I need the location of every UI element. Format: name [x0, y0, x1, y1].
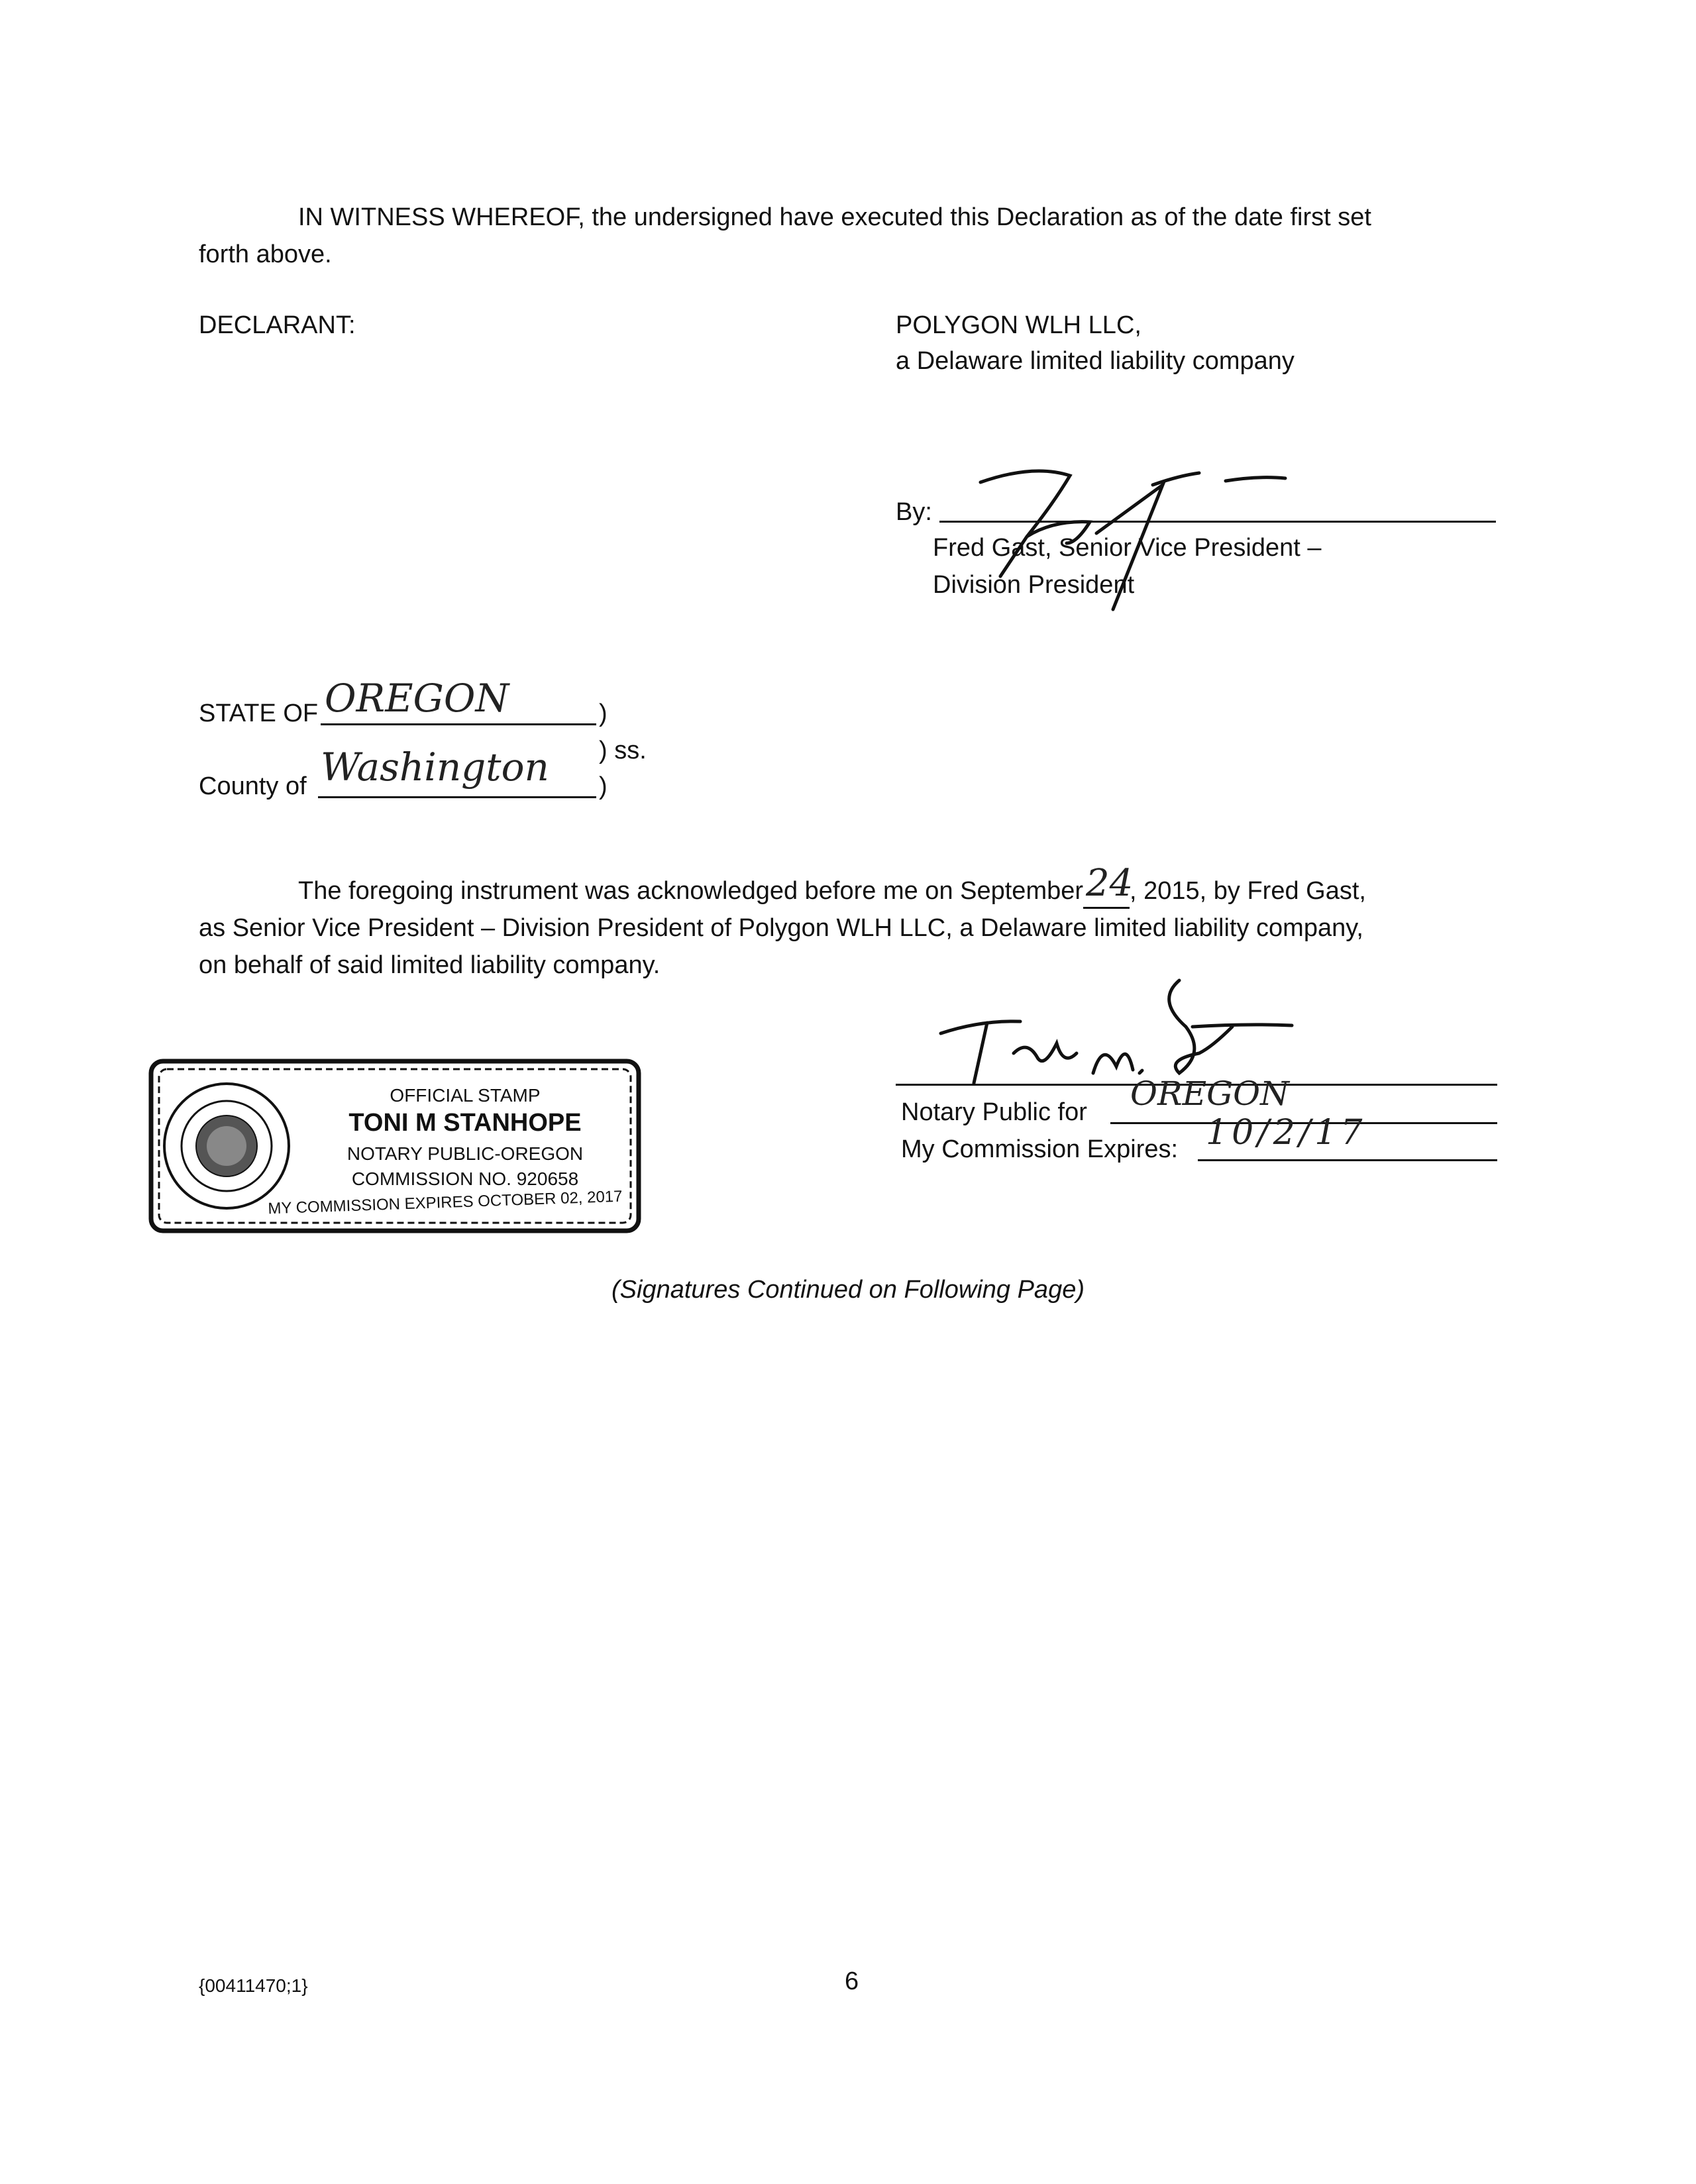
stamp-heading: OFFICIAL STAMP	[390, 1085, 541, 1106]
state-label: STATE OF	[199, 700, 319, 727]
witness-line-2: forth above.	[199, 240, 332, 268]
witness-paragraph	[199, 199, 1524, 273]
by-label: By:	[896, 498, 932, 526]
signer-line-2: Division President	[933, 571, 1135, 599]
ack-line-3: on behalf of said limited liability company.	[199, 951, 661, 979]
state-line	[321, 723, 596, 725]
county-handwritten: Washington	[321, 745, 549, 790]
state-paren: )	[599, 700, 608, 727]
witness-line-1: IN WITNESS WHEREOF, the undersigned have executed this Declaration as of the date first set	[298, 203, 1371, 231]
stamp-name: TONI M STANHOPE	[348, 1109, 582, 1137]
ss-label: ) ss.	[599, 737, 647, 764]
signer-line-1: Fred Gast, Senior Vice President –	[933, 534, 1322, 562]
stamp-commission: COMMISSION NO. 920658	[351, 1169, 579, 1189]
stamp-expires: MY COMMISSION EXPIRES OCTOBER 02, 2017	[268, 1187, 623, 1218]
company-description: a Delaware limited liability company	[896, 347, 1295, 375]
commission-expires-label: My Commission Expires:	[901, 1135, 1179, 1163]
notary-public-for-handwritten: OREGON	[1130, 1074, 1289, 1113]
commission-expires-line	[1198, 1159, 1497, 1161]
ack-day-handwritten: 24	[1086, 862, 1134, 905]
doc-id: {00411470;1}	[199, 1975, 308, 1996]
county-label: County of	[199, 772, 307, 800]
company-name: POLYGON WLH LLC,	[896, 311, 1141, 339]
official-stamp	[147, 1057, 643, 1235]
commission-expires-handwritten: 10/2/17	[1206, 1113, 1367, 1153]
county-line	[318, 796, 596, 798]
ack-line-1-text: The foregoing instrument was acknowledged before me on September	[298, 877, 1084, 905]
state-handwritten: OREGON	[325, 676, 509, 721]
stamp-title: NOTARY PUBLIC-OREGON	[346, 1143, 584, 1164]
signatures-continued-note: (Signatures Continued on Following Page)	[611, 1276, 1085, 1304]
county-paren: )	[599, 772, 608, 800]
ack-line-2: as Senior Vice President – Division President of Polygon WLH LLC, a Delaware limited liability company,	[199, 914, 1363, 942]
ack-line-1	[298, 862, 1366, 909]
page-number: 6	[845, 1967, 859, 1995]
ack-day-blank	[1083, 862, 1134, 909]
ack-line-1-end: , 2015, by Fred Gast,	[1130, 877, 1366, 905]
declarant-label: DECLARANT:	[199, 311, 356, 339]
notary-public-for-label: Notary Public for	[901, 1098, 1087, 1126]
